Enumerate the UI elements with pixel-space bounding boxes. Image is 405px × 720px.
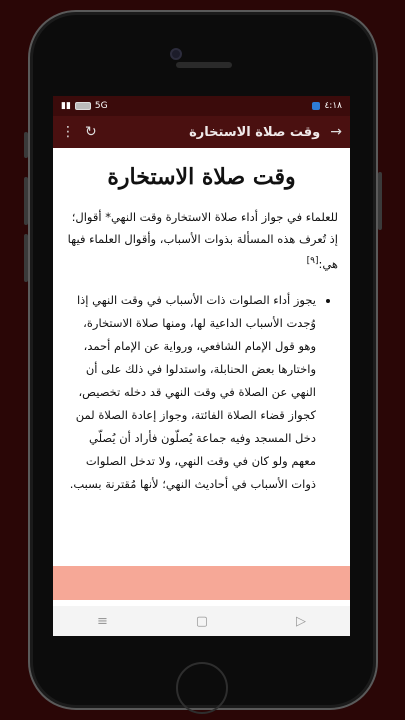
intro-text: للعلماء في جواز أداء صلاة الاستخارة وقت النهي* أقوال؛ إذ تُعرف هذه المسألة بذوات الأسباب، وأقوال العلماء فيها هي: <box>67 210 338 271</box>
status-left <box>61 101 108 111</box>
status-right <box>312 101 342 111</box>
ad-banner[interactable] <box>53 566 350 600</box>
signal-icon: ▮▮ <box>61 101 71 111</box>
app-bar <box>53 116 350 148</box>
status-bar <box>53 96 350 116</box>
earpiece-speaker <box>176 62 232 68</box>
article-heading: وقت صلاة الاستخارة <box>107 164 296 190</box>
page-title: وقت صلاة الاستخارة <box>189 124 321 140</box>
screen <box>53 96 350 636</box>
arrow-right-icon[interactable]: → <box>330 124 342 140</box>
list-item: • يجوز أداء الصلوات ذات الأسباب في وقت النهي إذا وُجدت الأسباب الداعية لها، ومنها صلاة الاستخارة، وهو قول الإمام الشافعي، ورواية عن الإمام أحمد، واختارها بعض الحنابلة، واستدلوا في ذلك على أن النهي عن الصلاة في وقت النهي قد دخله تخصيص، كجواز قضاء الصلاة الفائتة، وجواز إعادة الصلاة لمن دخل المسجد وفيه جماعة يُصلّون فأراد أن يُصلّي معهم ولو كان في وقت النهي، ولا تدخل الصلوات ذوات الأسباب في أحاديث النهي؛ لأنها مُقترنة بسبب. <box>65 289 316 496</box>
volume-down-button <box>24 234 28 282</box>
home-nav-icon[interactable]: ▢ <box>195 613 209 629</box>
phone-frame <box>28 10 378 710</box>
mute-switch <box>24 132 28 158</box>
volume-up-button <box>24 177 28 225</box>
status-time: ٤:١٨ <box>324 101 342 111</box>
intro-paragraph <box>65 206 338 275</box>
network-badge: 5G <box>94 101 108 111</box>
battery-icon <box>75 102 91 110</box>
home-button <box>176 662 228 714</box>
article <box>53 148 350 496</box>
more-vert-icon[interactable]: ⋮ <box>61 124 75 140</box>
recents-nav-icon[interactable]: ≡ <box>96 613 108 629</box>
power-button <box>378 172 382 230</box>
notification-icon <box>312 102 320 110</box>
bullet-list <box>65 289 338 496</box>
system-nav-bar <box>53 606 350 636</box>
intro-reference[interactable]: [٩] <box>306 256 319 266</box>
refresh-icon[interactable]: ↻ <box>85 124 97 140</box>
back-nav-icon[interactable]: ▷ <box>296 613 306 629</box>
front-camera <box>170 48 182 60</box>
